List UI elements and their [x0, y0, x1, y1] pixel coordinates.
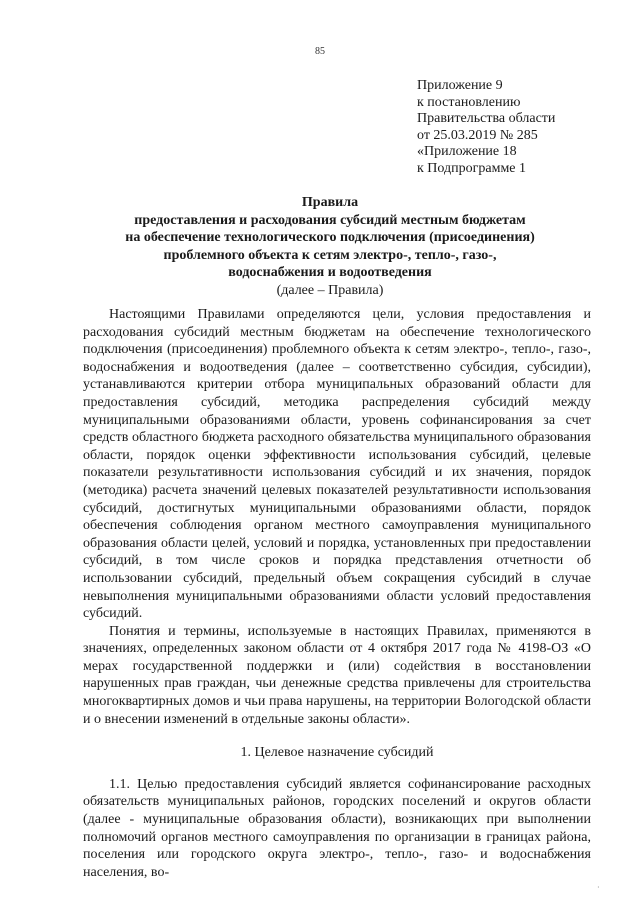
- document-body: [83, 306, 591, 881]
- title-line: проблемного объекта к сетям электро-, тепло-, газо-,: [163, 247, 497, 263]
- page-number: 85: [315, 46, 325, 57]
- paragraph-intro: Настоящими Правилами определяются цели, условия предоставления и расходования субсидий местным бюджетам на обеспечение технологического подключения (присоединения) проблемного объекта к сетям электро-, тепло-, газо-, водоснабжения и водоотведения (далее – соответственно субсидия, субсидии), устанавливаются критерии отбора муниципальных образований области для предоставления субсидий, методика распределения субсидий между муниципальными образованиями области, уровень софинансирования за счет средств областного бюджета расходного обязательства муниципального образования области, порядок оценки эффективности использования субсидий, целевые показатели результативности использования субсидий и их значения, порядок (методика) расчета значений целевых показателей результативности использования субсидий, достигнутых муниципальными образованиями области, порядок обеспечения соблюдения органом местного самоуправления муниципального образования области целей, условий и порядка, установленных при предоставлении субсидий, в том числе сроков и порядка представления отчетности об использовании субсидий, предельный объем сокращения субсидий в случае невыполнения муниципальными образованиями области условий предоставления субсидий.: [83, 307, 591, 622]
- appendix-line: к Подпрограмме 1: [417, 160, 527, 176]
- title-subtitle: (далее – Правила): [276, 282, 384, 298]
- appendix-line: к постановлению: [417, 94, 521, 110]
- title-line: водоснабжения и водоотведения: [228, 265, 432, 280]
- paragraph-1-1: 1.1. Целью предоставления субсидий является софинансирование расходных обязательств муниципальных районов, городских поселений и округов области (далее - муниципальные образования области), возникающих при выполнении полномочий органов местного самоуправления по организации в границах района, поселения или городского округа электро-, тепло-, газо- и водоснабжения населения, во-: [83, 776, 591, 880]
- section-heading: 1. Целевое назначение субсидий: [240, 745, 434, 761]
- document-title: [80, 194, 580, 299]
- appendix-line: Приложение 9: [417, 78, 503, 93]
- title-line: Правила: [301, 195, 359, 210]
- scan-dot: ·: [597, 883, 600, 892]
- appendix-line: «Приложение 18: [417, 144, 517, 159]
- paragraph-terms: Понятия и термины, используемые в настоящих Правилах, применяются в значениях, определенных законом области от 4 октября 2017 года № 4198-ОЗ «О мерах государственной поддержки и (или) содействия в восстановлении нарушенных прав граждан, чьи денежные средства привлечены для строительства многоквартирных домов и чьи права нарушены, на территории Вологодской области и о внесении изменений в отдельные законы области».: [83, 623, 591, 727]
- appendix-line: Правительства области: [417, 111, 556, 126]
- title-line: на обеспечение технологического подключения (присоединения): [125, 230, 535, 245]
- appendix-block: [417, 78, 555, 177]
- title-line: предоставления и расходования субсидий местным бюджетам: [134, 212, 526, 228]
- appendix-line: от 25.03.2019 № 285: [417, 127, 538, 143]
